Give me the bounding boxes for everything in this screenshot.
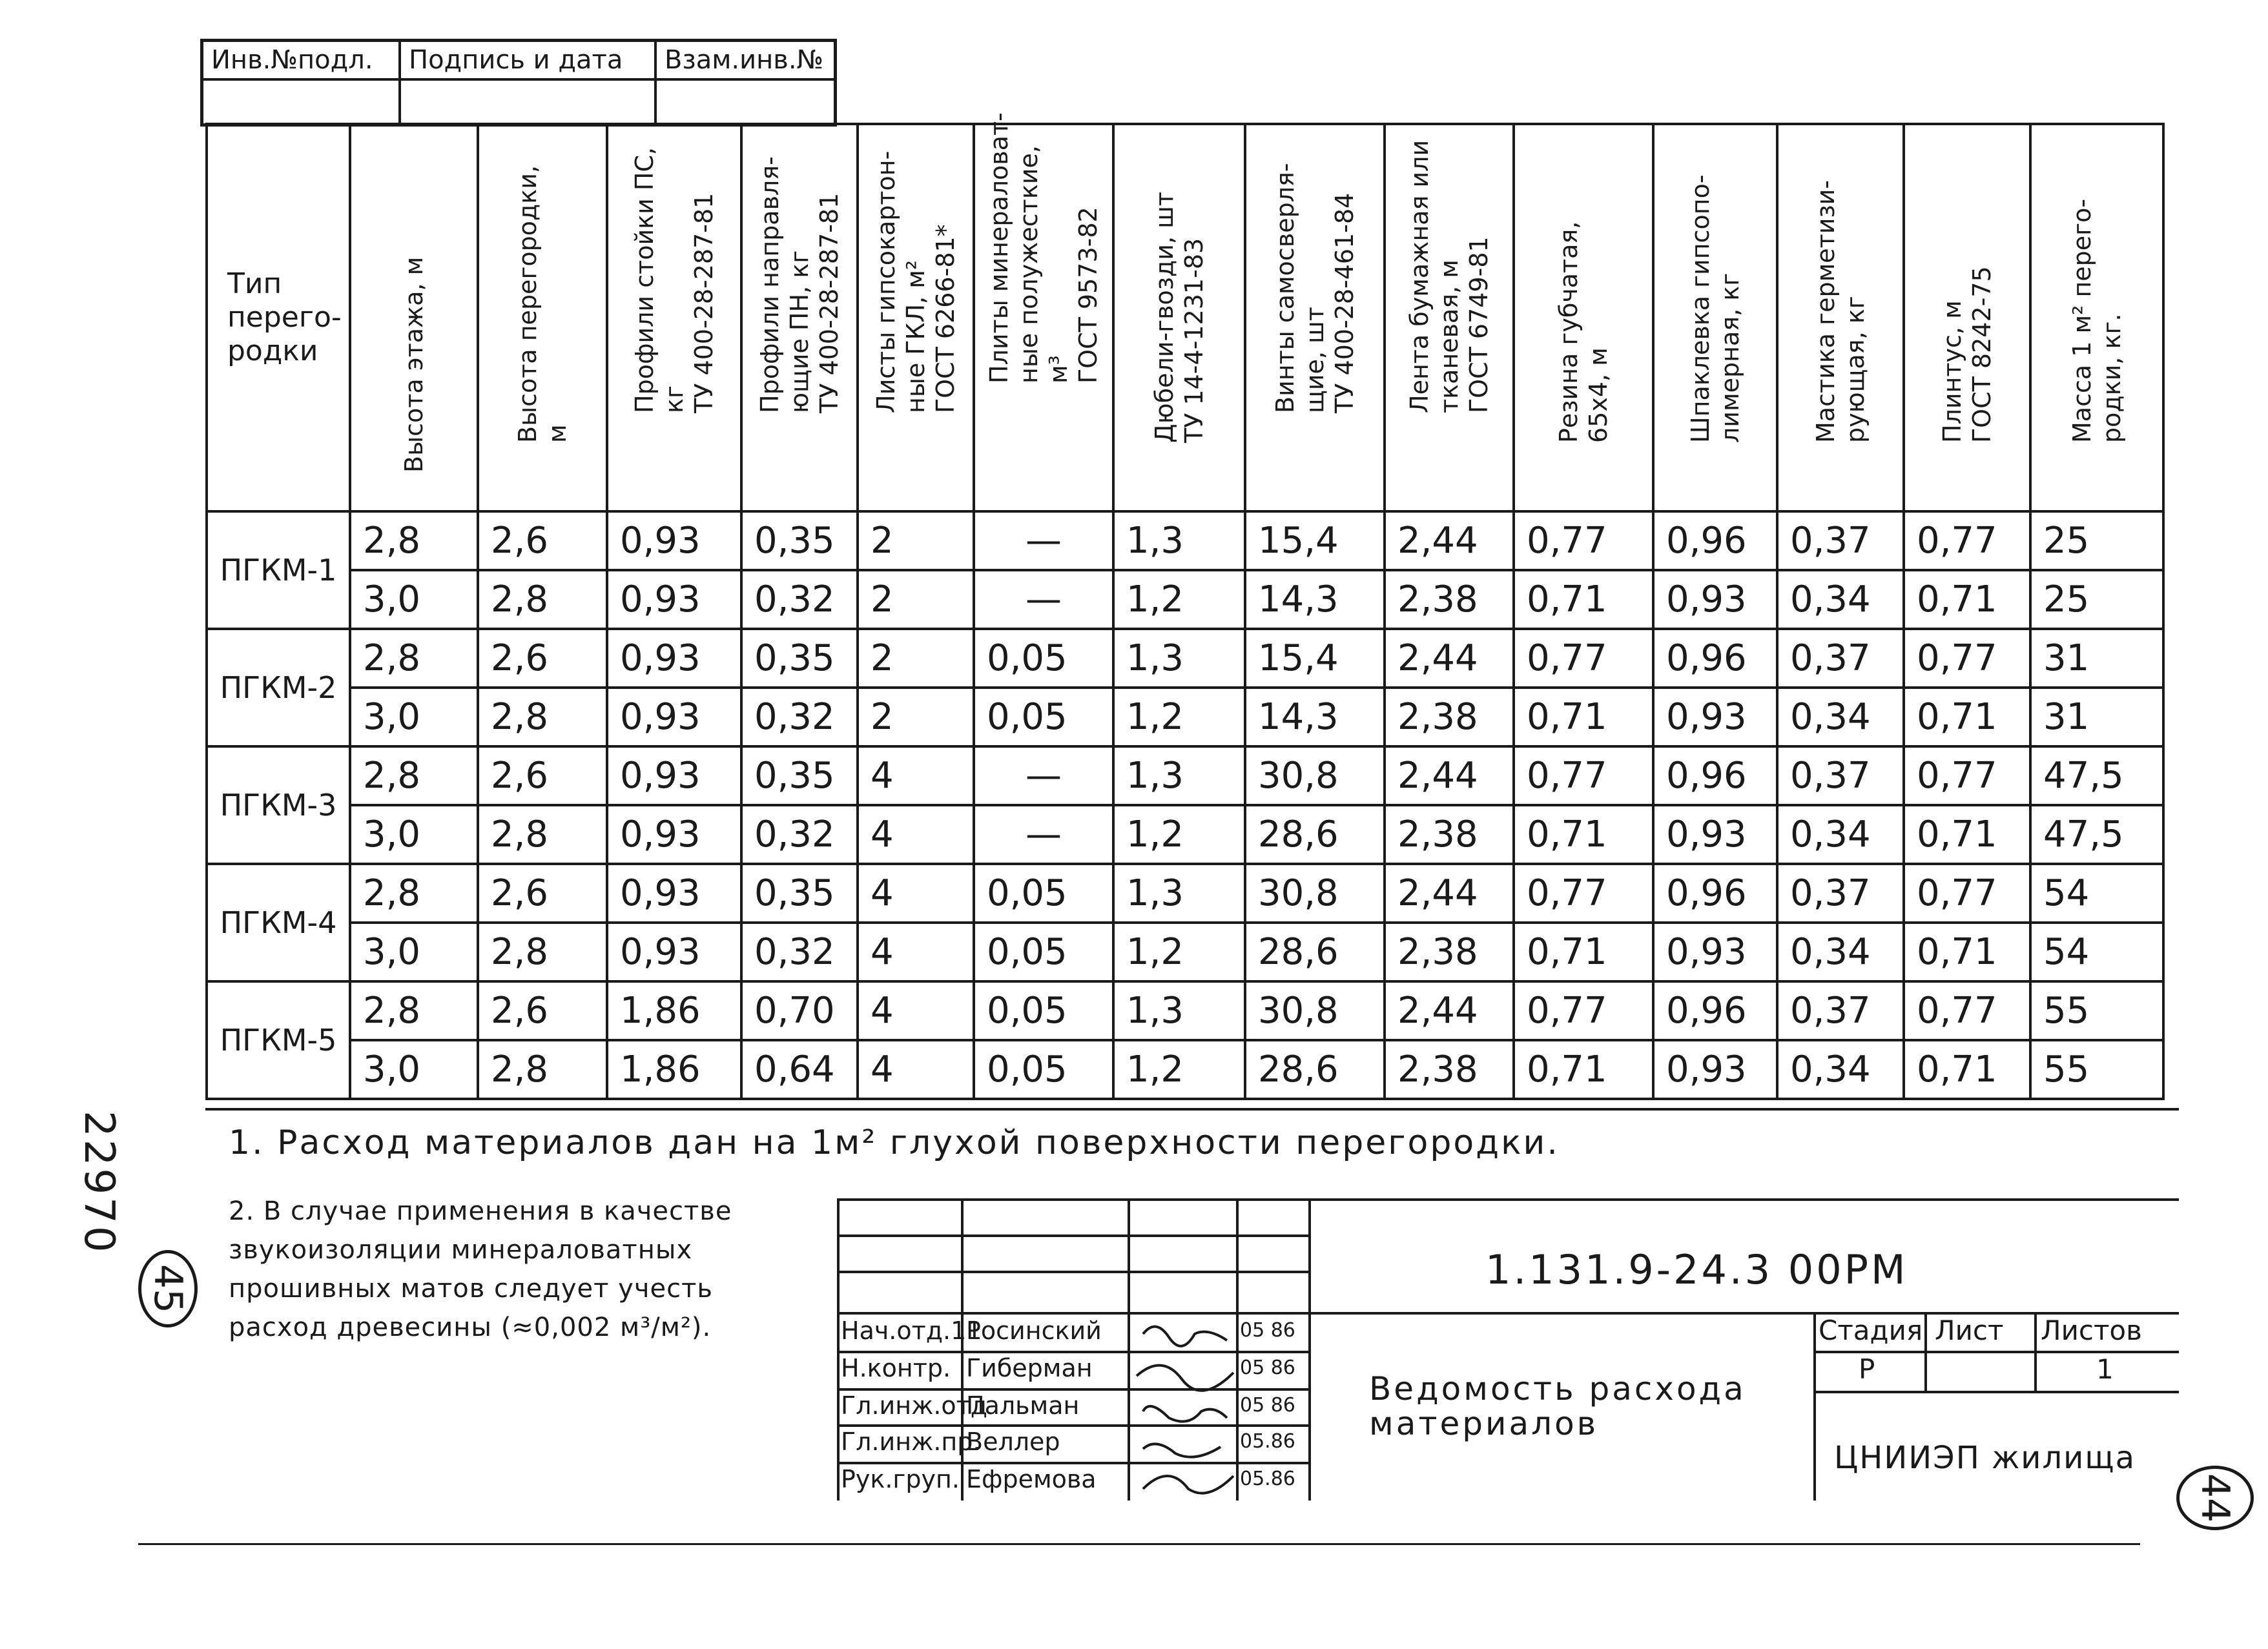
table-row xyxy=(207,688,2163,746)
table-cell: 0,35 xyxy=(741,746,858,805)
table-cell: 1,3 xyxy=(1113,864,1245,923)
table-cell: 0,77 xyxy=(1514,511,1653,570)
sheets-label: Листов xyxy=(2041,1315,2142,1346)
signer-role: Гл.инж.отд xyxy=(841,1391,988,1420)
table-cell: 0,05 xyxy=(974,629,1113,688)
signer-date: 05 86 xyxy=(1240,1319,1295,1342)
stamp-vzam-inv: Взам.инв.№ xyxy=(665,45,824,75)
signer-date: 05.86 xyxy=(1240,1430,1295,1453)
signer-role: Гл.инж.пр. xyxy=(841,1428,981,1456)
table-cell: 0,32 xyxy=(741,805,858,864)
column-header-label: Резина губчатая, 65x4, м xyxy=(1554,221,1613,443)
table-cell: 2,6 xyxy=(478,629,607,688)
table-cell: 0,96 xyxy=(1653,981,1777,1040)
table-cell: 2,8 xyxy=(478,805,607,864)
signer-name: Пальман xyxy=(966,1391,1080,1420)
table-cell: 30,8 xyxy=(1245,746,1385,805)
column-header-label: Высота этажа, м xyxy=(400,256,428,473)
table-cell: 3,0 xyxy=(350,1040,478,1099)
table-cell: 2 xyxy=(858,570,974,629)
table-cell: 0,70 xyxy=(741,981,858,1040)
table-cell: 0,05 xyxy=(974,923,1113,981)
column-header-2 xyxy=(478,124,607,511)
column-header-3 xyxy=(607,124,741,511)
signer-role: Нач.отд.11 xyxy=(841,1316,982,1345)
column-header-11 xyxy=(1653,124,1777,511)
table-cell: 2,6 xyxy=(478,864,607,923)
table-cell: 0,35 xyxy=(741,511,858,570)
table-cell: 2,8 xyxy=(350,981,478,1040)
column-header-label: Высота перегородки, м xyxy=(513,165,572,443)
table-cell: 0,93 xyxy=(607,629,741,688)
table-cell: 1,2 xyxy=(1113,805,1245,864)
table-row xyxy=(207,570,2163,629)
partition-type: ПГКМ-5 xyxy=(207,981,350,1099)
table-cell: 0,77 xyxy=(1904,981,2030,1040)
table-cell: 2,8 xyxy=(350,629,478,688)
table-cell: 0,71 xyxy=(1904,1040,2030,1099)
partition-type: ПГКМ-3 xyxy=(207,746,350,864)
table-cell: 0,34 xyxy=(1777,923,1904,981)
table-cell: 2,8 xyxy=(350,864,478,923)
table-cell: 1,86 xyxy=(607,1040,741,1099)
column-header-14 xyxy=(2030,124,2163,511)
table-cell: 14,3 xyxy=(1245,570,1385,629)
table-row xyxy=(207,981,2163,1040)
table-cell: 2,38 xyxy=(1385,1040,1514,1099)
table-cell: 2,44 xyxy=(1385,864,1514,923)
table-row xyxy=(207,629,2163,688)
table-cell: 2,6 xyxy=(478,981,607,1040)
table-cell: 0,37 xyxy=(1777,746,1904,805)
materials-table xyxy=(205,112,2165,1100)
table-cell: 0,34 xyxy=(1777,570,1904,629)
table-cell: 0,93 xyxy=(1653,570,1777,629)
table-cell: 0,37 xyxy=(1777,629,1904,688)
table-cell: 31 xyxy=(2030,688,2163,746)
document-code: 1.131.9-24.3 00РМ xyxy=(1485,1246,1908,1293)
table-cell: 0,71 xyxy=(1514,1040,1653,1099)
table-cell: 0,93 xyxy=(1653,1040,1777,1099)
note-2: 2. В случае применения в качестве звукоизоляции минераловатных прошивных матов следует учесть расход древесины (≈0,002 м³/м²). xyxy=(229,1196,732,1342)
table-row xyxy=(207,864,2163,923)
column-header-label: Профили направля- ющие ПН, кг ТУ 400-28-287-81 xyxy=(756,156,843,413)
stamp-inv-podl: Инв.№подл. xyxy=(203,42,401,79)
table-cell: 47,5 xyxy=(2030,746,2163,805)
table-cell: 15,4 xyxy=(1245,629,1385,688)
table-cell: 1,86 xyxy=(607,981,741,1040)
table-cell: 0,93 xyxy=(607,746,741,805)
signature-marks xyxy=(1130,1315,1246,1502)
table-cell: 2,8 xyxy=(478,1040,607,1099)
partition-type: ПГКМ-2 xyxy=(207,629,350,746)
column-header-5 xyxy=(858,124,974,511)
table-cell: 2,38 xyxy=(1385,570,1514,629)
table-cell: 0,96 xyxy=(1653,864,1777,923)
column-header-label: Дюбели-гвозди, шт ТУ 14-4-1231-83 xyxy=(1150,191,1208,443)
table-cell: 0,77 xyxy=(1514,746,1653,805)
column-header-13 xyxy=(1904,124,2030,511)
table-cell: 0,93 xyxy=(1653,688,1777,746)
column-header-10 xyxy=(1514,124,1653,511)
table-cell: 0,32 xyxy=(741,570,858,629)
column-header-7 xyxy=(1113,124,1245,511)
table-cell: 4 xyxy=(858,923,974,981)
table-cell: 0,35 xyxy=(741,864,858,923)
table-cell: 28,6 xyxy=(1245,923,1385,981)
partition-type: ПГКМ-4 xyxy=(207,864,350,981)
table-cell: 2,8 xyxy=(350,746,478,805)
table-cell: 0,05 xyxy=(974,864,1113,923)
table-cell: 0,77 xyxy=(1514,629,1653,688)
inventory-number: 22970 xyxy=(75,1111,123,1255)
table-cell: — xyxy=(974,805,1113,864)
table-cell: 0,34 xyxy=(1777,1040,1904,1099)
table-cell: 0,93 xyxy=(1653,805,1777,864)
table-cell: 0,71 xyxy=(1904,923,2030,981)
table-cell: 0,77 xyxy=(1904,864,2030,923)
table-cell: 0,93 xyxy=(607,511,741,570)
table-cell: 4 xyxy=(858,805,974,864)
sheets-value: 1 xyxy=(2096,1353,2114,1385)
table-cell: 0,71 xyxy=(1904,805,2030,864)
column-header-9 xyxy=(1385,124,1514,511)
table-cell: 0,71 xyxy=(1904,570,2030,629)
table-cell: 4 xyxy=(858,1040,974,1099)
table-cell: 2,38 xyxy=(1385,923,1514,981)
table-cell: 2,8 xyxy=(478,923,607,981)
table-cell: 0,77 xyxy=(1514,864,1653,923)
table-cell: 2,44 xyxy=(1385,746,1514,805)
table-cell: 0,71 xyxy=(1514,923,1653,981)
table-cell: 1,3 xyxy=(1113,746,1245,805)
table-cell: 4 xyxy=(858,981,974,1040)
table-cell: 0,05 xyxy=(974,1040,1113,1099)
table-cell: 2,8 xyxy=(350,511,478,570)
table-cell: 0,05 xyxy=(974,981,1113,1040)
table-cell: 1,3 xyxy=(1113,981,1245,1040)
table-cell: 0,64 xyxy=(741,1040,858,1099)
column-header-label: Лента бумажная или тканевая, м ГОСТ 6749-81 xyxy=(1405,139,1493,413)
stamp-podpis-data: Подпись и дата xyxy=(401,42,657,79)
table-cell: 0,93 xyxy=(1653,923,1777,981)
table-cell: 31 xyxy=(2030,629,2163,688)
table-cell: 25 xyxy=(2030,511,2163,570)
table-cell: 0,35 xyxy=(741,629,858,688)
table-cell: 0,32 xyxy=(741,688,858,746)
table-cell: 4 xyxy=(858,864,974,923)
table-cell: — xyxy=(974,570,1113,629)
table-cell: 1,2 xyxy=(1113,570,1245,629)
table-cell: 47,5 xyxy=(2030,805,2163,864)
column-header-label: Листы гипсокартон- ные ГКЛ, м² ГОСТ 6266-81* xyxy=(872,150,960,413)
table-cell: 1,3 xyxy=(1113,511,1245,570)
table-row xyxy=(207,1040,2163,1099)
signer-date: 05 86 xyxy=(1240,1357,1295,1379)
table-cell: 2,44 xyxy=(1385,511,1514,570)
signer-date: 05.86 xyxy=(1240,1468,1295,1490)
table-cell: 0,37 xyxy=(1777,864,1904,923)
table-cell: 2,8 xyxy=(478,570,607,629)
table-cell: 0,71 xyxy=(1514,570,1653,629)
signer-name: Ефремова xyxy=(966,1465,1097,1493)
table-row xyxy=(207,746,2163,805)
stage-value: Р xyxy=(1859,1353,1875,1385)
page-number-right: 44 xyxy=(2192,1473,2238,1523)
table-cell: 0,96 xyxy=(1653,746,1777,805)
column-header-8 xyxy=(1245,124,1385,511)
table-cell: 0,96 xyxy=(1653,511,1777,570)
table-row xyxy=(207,805,2163,864)
table-cell: 55 xyxy=(2030,981,2163,1040)
table-cell: 2,8 xyxy=(478,688,607,746)
table-cell: 1,2 xyxy=(1113,1040,1245,1099)
column-header-label: Плиты минераловат- ные полужесткие, м³ ГОСТ 9573-82 xyxy=(985,112,1102,384)
page-number-circle-left xyxy=(138,1250,198,1327)
table-cell: 1,3 xyxy=(1113,629,1245,688)
partition-type: ПГКМ-1 xyxy=(207,511,350,629)
table-cell: 0,96 xyxy=(1653,629,1777,688)
column-header-label: Плинтус, м ГОСТ 8242-75 xyxy=(1938,266,1996,443)
table-cell: 0,77 xyxy=(1904,511,2030,570)
table-cell: 0,93 xyxy=(607,688,741,746)
sheet-label: Лист xyxy=(1935,1315,2004,1346)
column-header-label: Шпаклевка гипсопо- лимерная, кг xyxy=(1686,174,1744,443)
table-cell: 2 xyxy=(858,629,974,688)
table-row xyxy=(207,923,2163,981)
table-cell: 28,6 xyxy=(1245,805,1385,864)
table-cell: 1,2 xyxy=(1113,688,1245,746)
column-header-12 xyxy=(1777,124,1904,511)
table-cell: 4 xyxy=(858,746,974,805)
organization: ЦНИИЭП жилища xyxy=(1834,1440,2136,1476)
table-cell: 2,38 xyxy=(1385,688,1514,746)
page-number-circle-right xyxy=(2176,1466,2254,1530)
signer-date: 05 86 xyxy=(1240,1394,1295,1417)
signer-name: Веллер xyxy=(966,1428,1060,1456)
table-cell: 1,2 xyxy=(1113,923,1245,981)
table-cell: 3,0 xyxy=(350,923,478,981)
table-cell: 0,77 xyxy=(1904,746,2030,805)
table-cell: 0,37 xyxy=(1777,981,1904,1040)
table-cell: 2,44 xyxy=(1385,629,1514,688)
table-cell: 0,93 xyxy=(607,923,741,981)
table-cell: 14,3 xyxy=(1245,688,1385,746)
table-cell: 2,6 xyxy=(478,511,607,570)
table-cell: 2 xyxy=(858,688,974,746)
table-cell: 0,34 xyxy=(1777,688,1904,746)
table-cell: — xyxy=(974,746,1113,805)
table-cell: 54 xyxy=(2030,864,2163,923)
table-cell: 3,0 xyxy=(350,688,478,746)
table-cell: 0,34 xyxy=(1777,805,1904,864)
column-header-1 xyxy=(350,124,478,511)
table-cell: 0,77 xyxy=(1514,981,1653,1040)
type-column-header: Тип перего- родки xyxy=(207,124,350,511)
table-cell: — xyxy=(974,511,1113,570)
table-cell: 0,93 xyxy=(607,864,741,923)
table-cell: 15,4 xyxy=(1245,511,1385,570)
column-header-label: Профили стойки ПС, кг ТУ 400-28-287-81 xyxy=(630,147,718,413)
document-title: Ведомость расхода материалов xyxy=(1369,1370,1746,1442)
column-header-4 xyxy=(741,124,858,511)
table-cell: 3,0 xyxy=(350,570,478,629)
table-cell: 3,0 xyxy=(350,805,478,864)
table-cell: 2,38 xyxy=(1385,805,1514,864)
stage-label: Стадия xyxy=(1819,1315,1923,1346)
table-cell: 0,05 xyxy=(974,688,1113,746)
note-1: 1. Расход материалов дан на 1м² глухой поверхности перегородки. xyxy=(229,1123,1560,1162)
signer-name: Гиберман xyxy=(966,1354,1093,1382)
table-row xyxy=(207,511,2163,570)
table-cell: 30,8 xyxy=(1245,981,1385,1040)
table-cell: 0,71 xyxy=(1514,805,1653,864)
table-cell: 28,6 xyxy=(1245,1040,1385,1099)
table-cell: 30,8 xyxy=(1245,864,1385,923)
table-cell: 0,93 xyxy=(607,805,741,864)
signer-name: Росинский xyxy=(966,1316,1102,1345)
column-header-6 xyxy=(974,112,1113,511)
table-cell: 54 xyxy=(2030,923,2163,981)
page-number-left: 45 xyxy=(145,1264,191,1314)
table-cell: 2,44 xyxy=(1385,981,1514,1040)
table-cell: 0,71 xyxy=(1514,688,1653,746)
table-cell: 2,6 xyxy=(478,746,607,805)
bottom-rule xyxy=(138,1543,2140,1545)
column-header-label: Масса 1 м² перего- родки, кг. xyxy=(2068,198,2126,443)
table-cell: 25 xyxy=(2030,570,2163,629)
signer-role: Н.контр. xyxy=(841,1354,951,1382)
column-header-label: Мастика герметизи- рующая, кг xyxy=(1811,179,1870,443)
table-cell: 0,93 xyxy=(607,570,741,629)
table-cell: 0,77 xyxy=(1904,629,2030,688)
table-cell: 2 xyxy=(858,511,974,570)
table-cell: 0,32 xyxy=(741,923,858,981)
table-cell: 0,71 xyxy=(1904,688,2030,746)
signer-role: Рук.груп. xyxy=(841,1465,960,1493)
column-header-label: Винты самосверля- щие, шт ТУ 400-28-461-84 xyxy=(1271,163,1359,413)
table-cell: 0,37 xyxy=(1777,511,1904,570)
table-cell: 55 xyxy=(2030,1040,2163,1099)
